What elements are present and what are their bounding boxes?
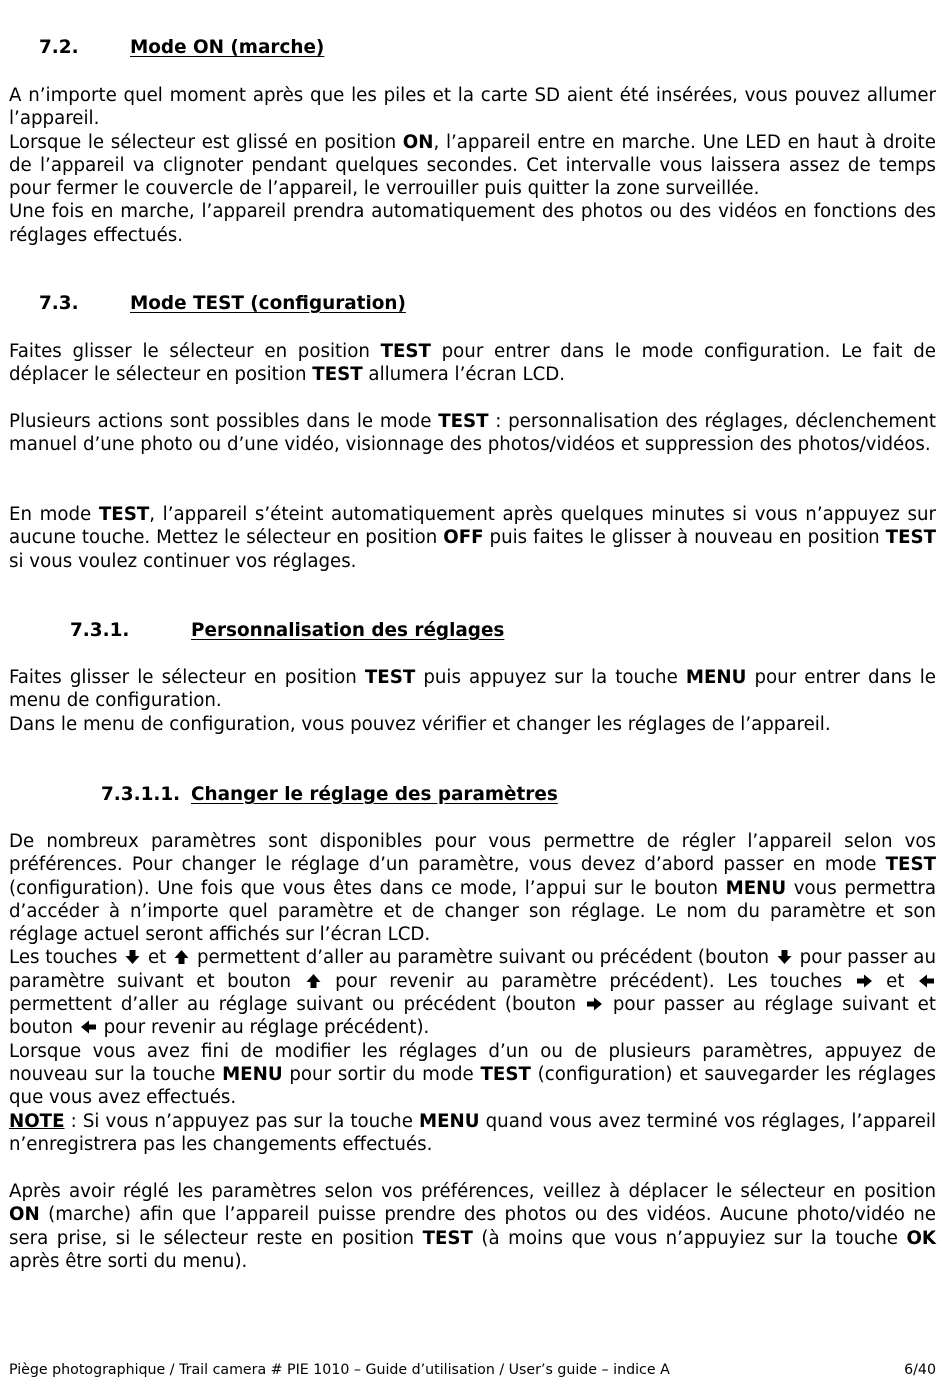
section-number: 7.3.	[39, 293, 79, 314]
arrow-left-icon	[919, 974, 934, 988]
note-paragraph: NOTE : Si vous n’appuyez pas sur la touche MENU quand vous avez terminé vos réglages, l’appareil n’enregistrera pas les changements effectués.	[9, 1110, 936, 1155]
paragraph: En mode TEST, l’appareil s’éteint automatiquement après quelques minutes si vous n’appuyez sur aucune touche. Mettez le sélecteur en position OFF puis faites le glisser à nouveau en position TEST si vous voulez continuer vos réglages.	[9, 504, 937, 572]
section-title: Mode TEST (configuration)	[130, 293, 406, 314]
arrow-left-icon	[81, 1020, 96, 1034]
paragraph-text: Les touches et permettent d’aller au paramètre suivant ou précédent (bouton pour passer au paramètre suivant et bouton pour revenir au paramètre précédent). Les touches et permettent d’aller au réglage suivant ou précédent (bouton pour passer au réglage suivant et bouton pour revenir au réglage précédent).	[9, 947, 936, 1039]
section-number: 7.3.1.1.	[101, 784, 181, 805]
section-title: Mode ON (marche)	[130, 37, 325, 58]
section-number: 7.3.1.	[70, 620, 130, 641]
arrow-down-icon	[777, 950, 792, 964]
paragraph: Plusieurs actions sont possibles dans le mode TEST : personnalisation des réglages, déclenchement manuel d’une photo ou d’une vidéo, visionnage des photos/vidéos et suppression des photos/vidéos.	[9, 411, 936, 456]
paragraph	[9, 84, 936, 247]
document-page	[9, 0, 936, 1379]
footer-text: Piège photographique / Trail camera # PIE 1010 – Guide d’utilisation / User’s guide – indice A	[9, 1362, 670, 1378]
paragraph-text: A n’importe quel moment après que les piles et la carte SD aient été insérées, vous pouvez allumer l’appareil.	[9, 85, 936, 130]
paragraph-text: De nombreux paramètres sont disponibles pour vous permettre de régler l’appareil selon vos préférences. Pour changer le réglage d’un paramètre, vous devez d’abord passer en mode TEST (configuration). Une fois que vous êtes dans ce mode, l’appui sur le bouton MENU vous permettra d’accéder à n’importe quel paramètre et de changer son réglage. Le nom du paramètre et son réglage actuel seront affichés sur l’écran LCD.	[9, 831, 936, 946]
arrow-right-icon	[857, 974, 872, 988]
section-number: 7.2.	[39, 37, 79, 58]
note-label: NOTE	[9, 1110, 65, 1132]
paragraph	[9, 666, 936, 736]
paragraph-text: Lorsque vous avez fini de modifier les réglages d’un ou de plusieurs paramètres, appuyez de nouveau sur la touche MENU pour sortir du mode TEST (configuration) et sauvegarder les réglages que vous avez effectués.	[9, 1040, 936, 1109]
paragraph-text: Lorsque le sélecteur est glissé en position ON, l’appareil entre en marche. Une LED en haut à droite de l’appareil va clignoter pendant quelques secondes. Cet intervalle vous laissera assez de temps pour fermer le couvercle de l’appareil, le verrouiller puis quitter la zone surveillée.	[9, 131, 936, 200]
section-title: Personnalisation des réglages	[191, 620, 505, 641]
arrow-right-icon	[587, 997, 602, 1011]
paragraph-text: Dans le menu de configuration, vous pouvez vérifier et changer les réglages de l’appareil.	[9, 713, 831, 735]
arrow-down-icon	[125, 950, 140, 964]
arrow-up-icon	[306, 974, 321, 988]
arrow-up-icon	[174, 950, 189, 964]
paragraph-text: Faites glisser le sélecteur en position TEST puis appuyez sur la touche MENU pour entrer dans le menu de configuration.	[9, 667, 936, 712]
paragraph-text: Une fois en marche, l’appareil prendra automatiquement des photos ou des vidéos en fonctions des réglages effectués.	[9, 201, 936, 246]
section-title: Changer le réglage des paramètres	[191, 784, 558, 805]
page-number: 6/40	[904, 1362, 936, 1378]
page-footer	[9, 1361, 936, 1379]
paragraph: Après avoir réglé les paramètres selon vos préférences, veillez à déplacer le sélecteur en position ON (marche) afin que l’appareil puisse prendre des photos ou des vidéos. Aucune photo/vidéo ne sera prise, si le sélecteur reste en position TEST (à moins que vous n’appuyiez sur la touche OK après être sorti du menu).	[9, 1181, 936, 1272]
paragraph	[9, 830, 936, 1156]
paragraph: Faites glisser le sélecteur en position TEST pour entrer dans le mode configuration. Le fait de déplacer le sélecteur en position TEST allumera l’écran LCD.	[9, 341, 936, 386]
